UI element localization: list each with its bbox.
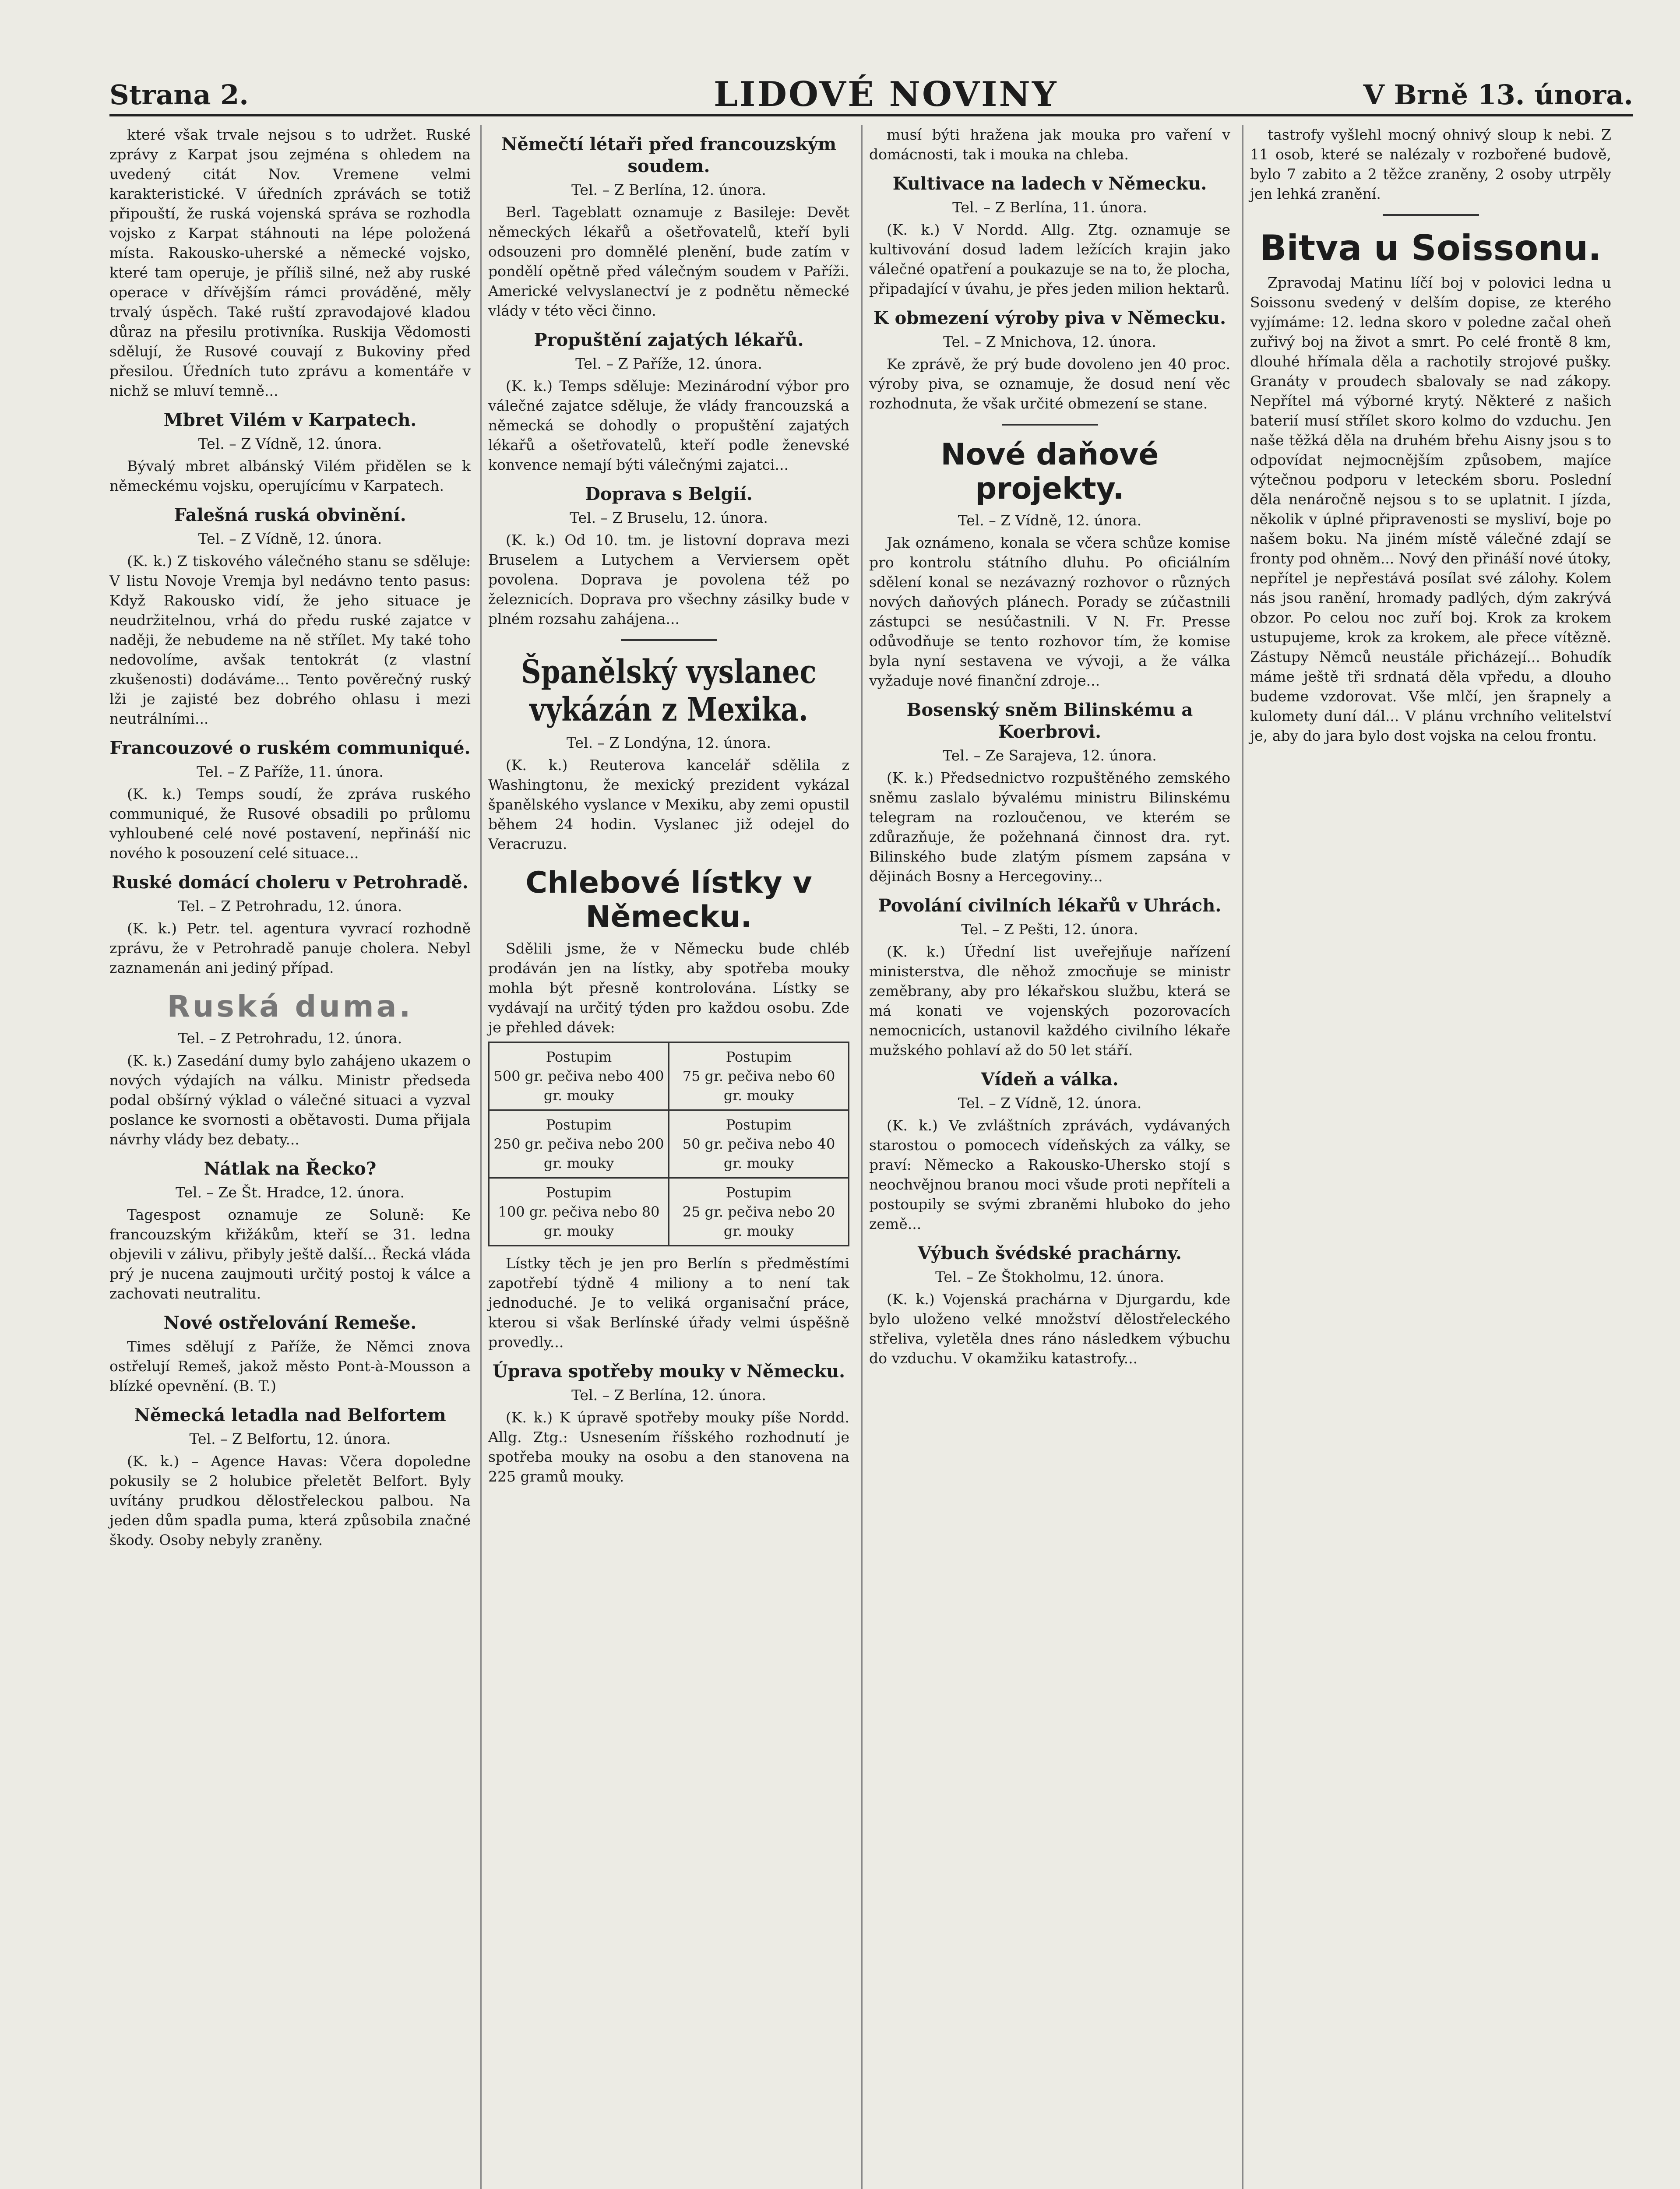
column-1 xyxy=(109,125,471,1552)
article-headline: Nové ostřelování Remeše. xyxy=(163,1313,417,1333)
article-text: (K. k.) Zasedání dumy bylo zahájeno ukazem o nových výdajích na válku. Ministr předseda podal obšírný výklad o válečné situaci a vyzval poslance ke svornosti a obětavosti. Duma přijala návrhy vlády bez debaty... xyxy=(109,1052,471,1148)
article-headline: Bitva u Soissonu. xyxy=(1260,228,1602,268)
dateline: Tel. – Z Belfortu, 12. února. xyxy=(189,1430,391,1447)
table-row xyxy=(489,1178,849,1246)
article-text: které však trvale nejsou s to udržet. Ruské zprávy z Karpat jsou zejména s ohledem na uvedený citát Nov. Vremene velmi karakteristické. V úředních zprávách se totiž připouští, že ruská vojenská správa se rozhodla vojsko z Karpat stáhnouti na lépe položená místa. Rakousko-uherské a německé vojsko, které tam operuje, je příliš silné, než aby ruské operace v dřívějším rámci prováděné, měly trvalý úspěch. Také ruští zpravodajové kladou důraz na přesilu protivníka. Ruskija Vědomosti sdělují, že Rusové couvají z Bukoviny před přesilou. Úředních tuto zprávu a komentáře v nichž se mluví temně... xyxy=(109,126,471,399)
article-headline: Vídeň a válka. xyxy=(981,1069,1119,1090)
column-4 xyxy=(1250,125,1611,748)
article-text: Tagespost oznamuje ze Soluně: Ke francouzským křižákům, kteří se 31. ledna objevili v zálivu, přibyly ještě další... Řecká vláda prý je nucena zaujmouti určitý postoj k válce a zachovati neutralitu. xyxy=(109,1206,471,1302)
article-headline: Chlebové lístky v Německu. xyxy=(525,866,812,934)
dateline: Tel. – Ze Sarajeva, 12. února. xyxy=(943,747,1157,764)
article-text: Times sdělují z Paříže, že Němci znova ostřelují Remeš, jakož město Pont-à-Mousson a blízké opevnění. (B. T.) xyxy=(109,1338,471,1394)
dateline: Tel. – Z Petrohradu, 12. února. xyxy=(178,1030,402,1047)
article-text: (K. k.) Předsednictvo rozpuštěného zemského sněmu zaslalo bývalému ministru Bilinskému telegram na rozloučenou, ve kterém se zdůrazňuje, že požehnaná činnost dra. ryt. Bilinského bude zlatým písmem zapsána v dějinách Bosny a Hercegoviny... xyxy=(869,769,1230,885)
article-text: (K. k.) Petr. tel. agentura vyvrací rozhodně zprávu, že v Petrohradě panuje cholera. Nebyl zaznamenán ani jediný případ. xyxy=(109,920,471,976)
divider xyxy=(1383,214,1479,216)
dateline: Tel. – Ze Št. Hradce, 12. února. xyxy=(176,1184,405,1201)
article-text: Ke zprávě, že prý bude dovoleno jen 40 proc. výroby piva, se oznamuje, že dosud není věc rozhodnuta, že však určité obmezení se stane. xyxy=(869,355,1230,412)
article-text: (K. k.) Z tiskového válečného stanu se sděluje: V listu Novoje Vremja byl nedávno tento pasus: Když Rakousko vidí, že jeho situace je neudržitelnou, vrhá do předu ruské zajatce v naději, že nebudeme na ně střílet. My také toho nedovolíme, avšak tentokrát (z vlastní zkušenosti) dodáváme... Tento pověrečný ruský lži je zajisté bez dobrého ohlasu i mezi neutrálními... xyxy=(109,553,471,727)
dateline: Tel. – Z Bruselu, 12. února. xyxy=(570,509,768,526)
dateline: Tel. – Z Pešti, 12. února. xyxy=(961,921,1138,938)
newspaper-title: LIDOVÉ NOVINY xyxy=(714,74,1058,114)
article-text: Bývalý mbret albánský Vilém přidělen se k německému vojsku, operujícímu v Karpatech. xyxy=(109,458,471,494)
article-headline: Propuštění zajatých lékařů. xyxy=(534,330,804,350)
article-text: Berl. Tageblatt oznamuje z Basileje: Devět německých lékařů a ošetřovatelů, kteří byli odsouzeni pro domnělé plenění, bude zatím v pondělí opětně před válečným soudem v Paříži. Americké velvyslanectví je z podnětu německé vlády v této věci činno. xyxy=(488,204,849,319)
divider xyxy=(621,639,717,641)
article-text: (K. k.) Ve zvláštních zprávách, vydávaných starostou o pomocech vídeňských za války, se praví: Německo a Rakousko-Uhersko stojí s neochvějnou branou moci všude proti nepříteli a postoupily se svými zbraněmi hluboko do jeho země... xyxy=(869,1117,1230,1232)
article-text: Sdělili jsme, že v Německu bude chléb prodáván jen na lístky, aby spotřeba mouky mohla být přesně kontrolována. Lístky se vydávají na určitý týden pro každou osobu. Zde je přehled dávek: xyxy=(488,940,849,1036)
article-headline: Povolání civilních lékařů v Uhrách. xyxy=(878,895,1222,916)
column-rule xyxy=(480,125,482,2189)
dateline: Tel. – Z Berlína, 12. února. xyxy=(571,1387,766,1404)
masthead xyxy=(109,74,1633,116)
article-headline: Ruská duma. xyxy=(167,989,413,1024)
divider xyxy=(1002,424,1098,426)
article-text: musí býti hražena jak mouka pro vaření v domácnosti, tak i mouka na chleba. xyxy=(869,126,1230,163)
dateline: Tel. – Z Berlína, 12. února. xyxy=(571,181,766,198)
table-cell: Postupim 50 gr. pečiva nebo 40 gr. mouky xyxy=(669,1110,849,1178)
dateline: Tel. – Z Vídně, 12. února. xyxy=(958,1094,1142,1112)
table-cell: Postupim 25 gr. pečiva nebo 20 gr. mouky xyxy=(669,1178,849,1246)
bread-ration-table xyxy=(488,1042,849,1246)
table-cell: Postupim 75 gr. pečiva nebo 60 gr. mouky xyxy=(669,1042,849,1110)
article-text: (K. k.) V Nordd. Allg. Ztg. oznamuje se kultivování dosud ladem ležících krajin jako válečné opatření a poukazuje se na to, že plocha, připadající v úvahu, je přes jeden milion hektarů. xyxy=(869,221,1230,297)
column-2 xyxy=(488,125,849,1489)
table-row xyxy=(489,1042,849,1110)
article-headline: Výbuch švédské prachárny. xyxy=(918,1243,1182,1263)
article-headline: Německá letadla nad Belfortem xyxy=(134,1405,446,1425)
article-text: tastrofy vyšlehl mocný ohnivý sloup k nebi. Z 11 osob, které se nalézaly v rozbořené budově, bylo 7 zabito a 2 těžce zraněny, 2 osoby utrpěly jen lehká zranění. xyxy=(1250,126,1611,202)
article-text: (K. k.) Reuterova kancelář sdělila z Washingtonu, že mexický prezident vykázal španělského vyslance v Mexiku, aby zemi opustil během 24 hodin. Vyslanec již odejel do Veracruzu. xyxy=(488,757,849,852)
article-text: (K. k.) Vojenská prachárna v Djurgardu, kde bylo uloženo velké množství dělostřeleckého střeliva, vyletěla dnes ráno následkem výbuchu do vzduchu. V okamžiku katastrofy... xyxy=(869,1291,1230,1367)
article-text: (K. k.) Temps soudí, že zpráva ruského communiqué, že Rusové obsadili po průlomu vyhloubené celé nové postavení, nepřináší nic nového k posouzení celé situace... xyxy=(109,785,471,862)
article-text: (K. k.) Od 10. tm. je listovní doprava mezi Bruselem a Lutychem a Verviersem opět povolena. Doprava je povolena též po železnicích. Doprava pro všechny zásilky bude v plném rozsahu zahájena... xyxy=(488,531,849,627)
article-headline: Francouzové o ruském communiqué. xyxy=(109,738,471,758)
table-cell: Postupim 250 gr. pečiva nebo 200 gr. mouky xyxy=(489,1110,669,1178)
table-cell: Postupim 100 gr. pečiva nebo 80 gr. mouky xyxy=(489,1178,669,1246)
dateline: Tel. – Z Vídně, 12. února. xyxy=(198,435,382,452)
article-headline: Kultivace na ladech v Německu. xyxy=(892,173,1207,194)
dateline: Tel. – Ze Štokholmu, 12. února. xyxy=(935,1268,1164,1285)
article-headline: Mbret Vilém v Karpatech. xyxy=(163,410,417,430)
page-number: Strana 2. xyxy=(109,79,249,111)
article-headline: Bosenský sněm Bilinskému a Koerbrovi. xyxy=(906,700,1193,742)
article-headline: Španělský vyslanec vykázán z Mexika. xyxy=(521,653,817,728)
dateline: Tel. – Z Vídně, 12. února. xyxy=(198,530,382,547)
article-headline: Nátlak na Řecko? xyxy=(204,1158,377,1179)
table-cell: Postupim 500 gr. pečiva nebo 400 gr. mouky xyxy=(489,1042,669,1110)
article-headline: Nové daňové projekty. xyxy=(940,437,1159,506)
article-text: (K. k.) – Agence Havas: Včera dopoledne pokusily se 2 holubice přeletět Belfort. Byly uvítány prudkou dělostřeleckou palbou. Na jeden dům spadla puma, která způsobila značné škody. Osoby nebyly zraněny. xyxy=(109,1453,471,1548)
dateline: Tel. – Z Petrohradu, 12. února. xyxy=(178,897,402,915)
article-text: (K. k.) K úpravě spotřeby mouky píše Nordd. Allg. Ztg.: Usnesením říšského rozhodnutí je spotřeba mouky na osobu a den stanovena na 225 gramů mouky. xyxy=(488,1409,849,1485)
table-row xyxy=(489,1110,849,1178)
article-headline: Ruské domácí choleru v Petrohradě. xyxy=(112,872,468,893)
dateline: Tel. – Z Paříže, 11. února. xyxy=(197,763,384,780)
column-3 xyxy=(869,125,1230,1371)
article-text: (K. k.) Úřední list uveřejňuje nařízení ministerstva, dle něhož zmocňuje se ministr zeměbrany, aby pro lékařskou službu, která se má konati ve vojenských pozorovacích nemocnicích, ustanovil každého civilního lékaře mužského pohlaví až do 50 let stáří. xyxy=(869,943,1230,1059)
article-text: (K. k.) Temps sděluje: Mezinárodní výbor pro válečné zajatce sděluje, že vlády francouzská a německá se dohodly o propuštění zajatých lékařů a ošetřovatelů, kteří podle ženevské konvence nemají býti válečnými zajatci... xyxy=(488,377,849,473)
article-text: Lístky těch je jen pro Berlín s předměstími zapotřebí týdně 4 miliony a to není tak jednoduché. Je to veliká organisační práce, kterou si však Berlínské úřady velmi úspěšně provedly... xyxy=(488,1255,849,1351)
article-headline: Němečtí létaři před francouzským soudem. xyxy=(501,134,837,176)
article-text: Jak oznámeno, konala se včera schůze komise pro kontrolu státního dluhu. Po oficiálním sdělení konal se nezávazný rozhovor o různých nových daňových plánech. Porady se zúčastnili zástupci se nesúčastnili. V N. Fr. Presse odůvodňuje se tento rozhovor tím, že komise byla nyní sestavena ve vývoji, a že válka vyžaduje nové finanční zdroje... xyxy=(869,534,1230,689)
issue-date: V Brně 13. února. xyxy=(1363,79,1633,111)
column-rule xyxy=(861,125,863,2189)
dateline: Tel. – Z Paříže, 12. února. xyxy=(575,355,762,372)
dateline: Tel. – Z Mnichova, 12. února. xyxy=(943,333,1156,350)
article-headline: Doprava s Belgií. xyxy=(585,484,753,504)
dateline: Tel. – Z Londýna, 12. února. xyxy=(567,734,771,751)
dateline: Tel. – Z Vídně, 12. února. xyxy=(958,512,1142,529)
dateline: Tel. – Z Berlína, 11. února. xyxy=(952,199,1147,216)
column-rule xyxy=(1242,125,1243,2189)
article-headline: K obmezení výroby piva v Německu. xyxy=(873,308,1226,328)
article-headline: Falešná ruská obvinění. xyxy=(174,505,406,525)
article-text: Zpravodaj Matinu líčí boj v polovici ledna u Soissonu svedený v delším dopise, ze kterého vyjímáme: 12. ledna skoro v poledne začal oheň zuřivý boj na život a smrt. Po celé frontě 8 km, dlouhé hřímala děla a rachotily strojové pušky. Granáty v proudech sbalovaly se nad zákopy. Nepřítel má výborné krytý. Některé z našich baterií musí střílet skoro kolmo do vzduchu. Jen naše těžká děla na druhém břehu Aisny jsou s to odpovídat nejmocnějším způsobem, majíce výtečnou podporu v leteckém sboru. Poslední děla nenáročně nejsou s to se uplatnit. I jízda, několik v úplné připravenosti se mysliví, boje po našem boku. Na jiném místě válečné zdají se fronty pod ohněm... Nový den přináší nové útoky, nepřítel je nepřestává posílat své zálohy. Kolem nás jsou ranění, hromady padlých, dým zakrývá obzor. Po celou noc zuří boj. Krok za krokem ustupujeme, krok za krokem, ale přece vítězně. Zástupy Němců neustále přicházejí... Bohudík máme ještě tři srdnatá děla vpředu, a dlouho budeme vzdorovat. Vše mlčí, jen šrapnely a kulomety duní dál... V plánu vrchního velitelství je, aby do jara bylo dost vojska na celou frontu. xyxy=(1250,274,1611,744)
article-headline: Úprava spotřeby mouky v Německu. xyxy=(492,1361,845,1382)
